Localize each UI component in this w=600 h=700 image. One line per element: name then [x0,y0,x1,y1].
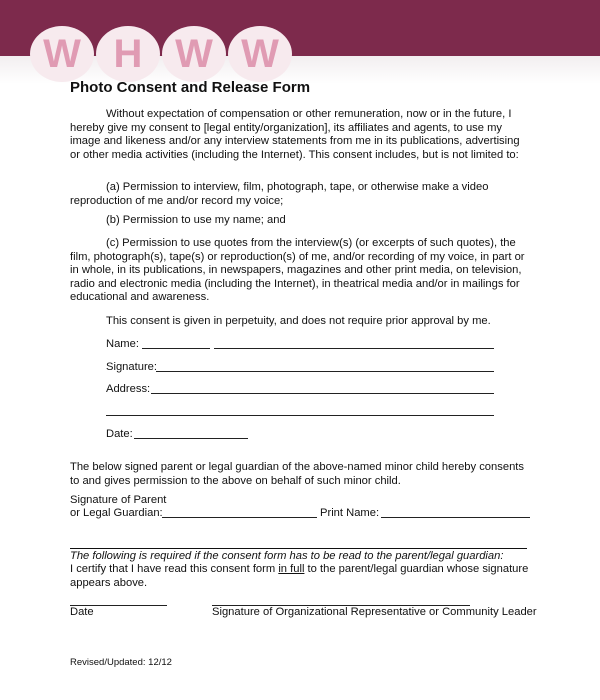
date-label: Date: [106,428,133,440]
section-divider [70,548,527,549]
permission-item-b: (b) Permission to use my name; and [106,214,286,226]
name-label: Name: [106,338,139,350]
address-input-line-2[interactable] [106,415,494,416]
certification-text-start: I certify that I have read this consent form [70,563,279,575]
certify-date-label: Date [70,606,94,618]
representative-signature-label: Signature of Organizational Representative or Community Leader [212,606,537,618]
address-label: Address: [106,383,151,395]
guardian-consent-text: The below signed parent or legal guardian of the above-named minor child hereby consents to and gives permission to the above on behalf of such minor child. [70,461,524,487]
guardian-signature-input-line[interactable] [162,517,317,518]
form-title: Photo Consent and Release Form [70,79,311,96]
address-input-line-1[interactable] [151,393,494,394]
date-input-line[interactable] [134,438,248,439]
permission-item-a: (a) Permission to interview, film, photograph, tape, or otherwise make a video reproduction of me and/or record my voice; [70,181,489,207]
permission-item-c: (c) Permission to use quotes from the interview(s) (or excerpts of such quotes), the film, photograph(s), tape(s) or reproduction(s) of me, and/or recording of my voice, in part or in whole, in its publications, in newspapers, magazines and other print media, on television, radio and electronic media (including the Internet), in theatrical media and/or in mailings for educational and awareness. [70,237,525,304]
certification-in-full: in full [278,563,305,575]
logo-letter-4: W [228,26,292,82]
print-name-label: Print Name: [320,507,380,519]
logo-letter-3: W [162,26,226,82]
perpetuity-statement: This consent is given in perpetuity, and does not require prior approval by me. [106,315,491,327]
guardian-signature-label-1: Signature of Parent [70,494,167,506]
name-input-line-2[interactable] [214,348,494,349]
certification-statement [70,563,530,590]
print-name-input-line[interactable] [381,517,530,518]
logo-letter-2: H [96,26,160,82]
read-aloud-notice: The following is required if the consent form has to be read to the parent/legal guardian: [70,550,504,562]
revision-date: Revised/Updated: 12/12 [70,657,172,668]
name-input-line-1[interactable] [142,348,210,349]
intro-paragraph: Without expectation of compensation or other remuneration, now or in the future, I hereby give my consent to [legal entity/organization], its affiliates and agents, to use my image and likeness and/or any interview statements from me in its publications, advertising or other media activities (including the Internet). This consent includes, but is not limited to: [70,108,520,161]
signature-label: Signature: [106,361,157,373]
logo-letter-1: W [30,26,94,82]
guardian-signature-label-2: or Legal Guardian: [70,507,163,519]
signature-input-line[interactable] [156,371,494,372]
certification-text-end: to the parent/legal guardian whose signature appears above. [70,563,529,589]
